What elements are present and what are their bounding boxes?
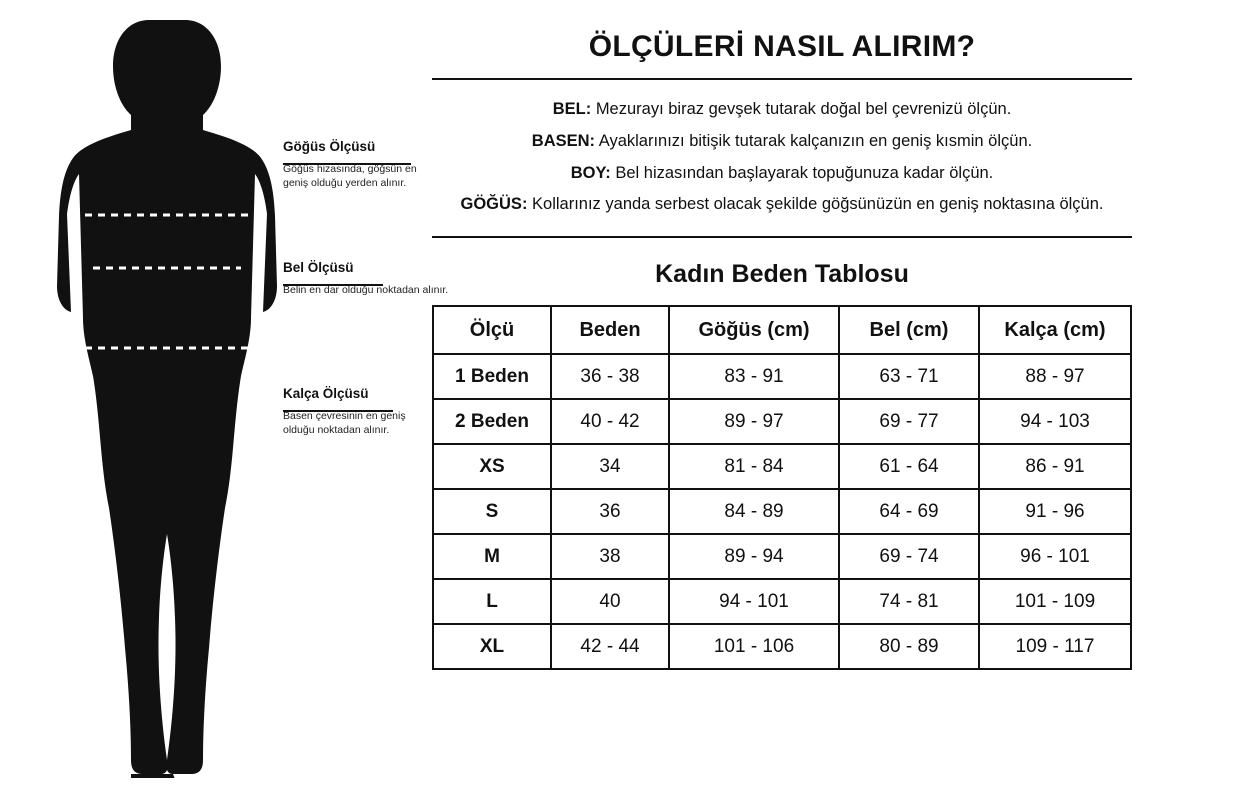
female-silhouette-illustration xyxy=(55,18,315,778)
table-cell: 84 - 89 xyxy=(669,489,839,534)
table-cell: 34 xyxy=(551,444,669,489)
table-row xyxy=(433,534,1131,579)
howto-text: Mezurayı biraz gevşek tutarak doğal bel çevrenizü ölçün. xyxy=(595,100,1012,118)
callout-chest-title: Göğüs Ölçüsü xyxy=(283,139,376,154)
table-cell: 88 - 97 xyxy=(979,354,1131,399)
table-cell: 109 - 117 xyxy=(979,624,1131,669)
table-header-cell: Ölçü xyxy=(433,306,551,354)
howto-label: GÖĞÜS: xyxy=(460,195,528,214)
page-title: ÖLÇÜLERİ NASIL ALIRIM? xyxy=(588,30,976,63)
table-cell-size: L xyxy=(433,579,551,624)
table-cell: 86 - 91 xyxy=(979,444,1131,489)
table-header-cell: Göğüs (cm) xyxy=(669,306,839,354)
table-cell-size: XL xyxy=(433,624,551,669)
table-cell: 36 xyxy=(551,489,669,534)
table-cell: 38 xyxy=(551,534,669,579)
table-cell-size: 2 Beden xyxy=(433,399,551,444)
table-cell: 83 - 91 xyxy=(669,354,839,399)
callout-hip-title: Kalça Ölçüsü xyxy=(283,386,369,401)
table-row xyxy=(433,354,1131,399)
table-cell: 40 xyxy=(551,579,669,624)
howto-line xyxy=(440,97,1124,122)
callout-chest-desc: Göğüs hizasında, göğsün en geniş olduğu yerden alınır. xyxy=(283,163,417,190)
callout-waist-desc: Belin en dar olduğu noktadan alınır. xyxy=(283,284,449,296)
table-row xyxy=(433,444,1131,489)
howto-text: Bel hizasından başlayarak topuğunuza kadar ölçün. xyxy=(615,163,994,182)
callout-waist xyxy=(283,260,449,297)
table-cell: 80 - 89 xyxy=(839,624,979,669)
figure-panel xyxy=(0,0,449,793)
howto-measure-block xyxy=(432,78,1132,238)
howto-label: BASEN: xyxy=(531,131,596,150)
table-cell-size: S xyxy=(433,489,551,534)
table-row xyxy=(433,624,1131,669)
howto-text: Ayaklarınızı bitişik tutarak kalçanızın en geniş kısmin ölçün. xyxy=(598,131,1033,150)
howto-label: BOY: xyxy=(570,163,611,182)
table-cell: 101 - 109 xyxy=(979,579,1131,624)
howto-text: Kollarınız yanda serbest olacak şekilde göğsünüzün en geniş noktasına ölçün. xyxy=(532,195,1104,214)
howto-line xyxy=(440,129,1124,154)
howto-line xyxy=(440,192,1124,217)
table-cell: 96 - 101 xyxy=(979,534,1131,579)
table-cell: 36 - 38 xyxy=(551,354,669,399)
callout-hip xyxy=(283,386,433,437)
callout-waist-title: Bel Ölçüsü xyxy=(283,260,354,275)
table-cell: 94 - 103 xyxy=(979,399,1131,444)
table-row xyxy=(433,579,1131,624)
table-cell: 101 - 106 xyxy=(669,624,839,669)
table-cell: 64 - 69 xyxy=(839,489,979,534)
table-cell: 69 - 77 xyxy=(839,399,979,444)
table-cell: 89 - 97 xyxy=(669,399,839,444)
size-table xyxy=(432,305,1132,670)
table-cell: 89 - 94 xyxy=(669,534,839,579)
table-header-cell: Bel (cm) xyxy=(839,306,979,354)
table-cell: 91 - 96 xyxy=(979,489,1131,534)
callout-hip-desc: Basen çevresinin en geniş olduğu noktadan alınır. xyxy=(283,410,406,437)
table-cell-size: M xyxy=(433,534,551,579)
table-cell: 69 - 74 xyxy=(839,534,979,579)
howto-label: BEL: xyxy=(552,100,592,118)
table-cell-size: XS xyxy=(433,444,551,489)
size-guide-content xyxy=(432,20,1132,670)
table-cell: 42 - 44 xyxy=(551,624,669,669)
callout-chest xyxy=(283,139,433,190)
table-header-cell: Kalça (cm) xyxy=(979,306,1131,354)
table-title: Kadın Beden Tablosu xyxy=(655,260,909,288)
table-row xyxy=(433,489,1131,534)
table-cell-size: 1 Beden xyxy=(433,354,551,399)
howto-line xyxy=(440,161,1124,186)
table-cell: 81 - 84 xyxy=(669,444,839,489)
table-cell: 74 - 81 xyxy=(839,579,979,624)
table-cell: 94 - 101 xyxy=(669,579,839,624)
table-cell: 40 - 42 xyxy=(551,399,669,444)
table-cell: 63 - 71 xyxy=(839,354,979,399)
table-header-row xyxy=(433,306,1131,354)
table-header-cell: Beden xyxy=(551,306,669,354)
table-cell: 61 - 64 xyxy=(839,444,979,489)
table-row xyxy=(433,399,1131,444)
